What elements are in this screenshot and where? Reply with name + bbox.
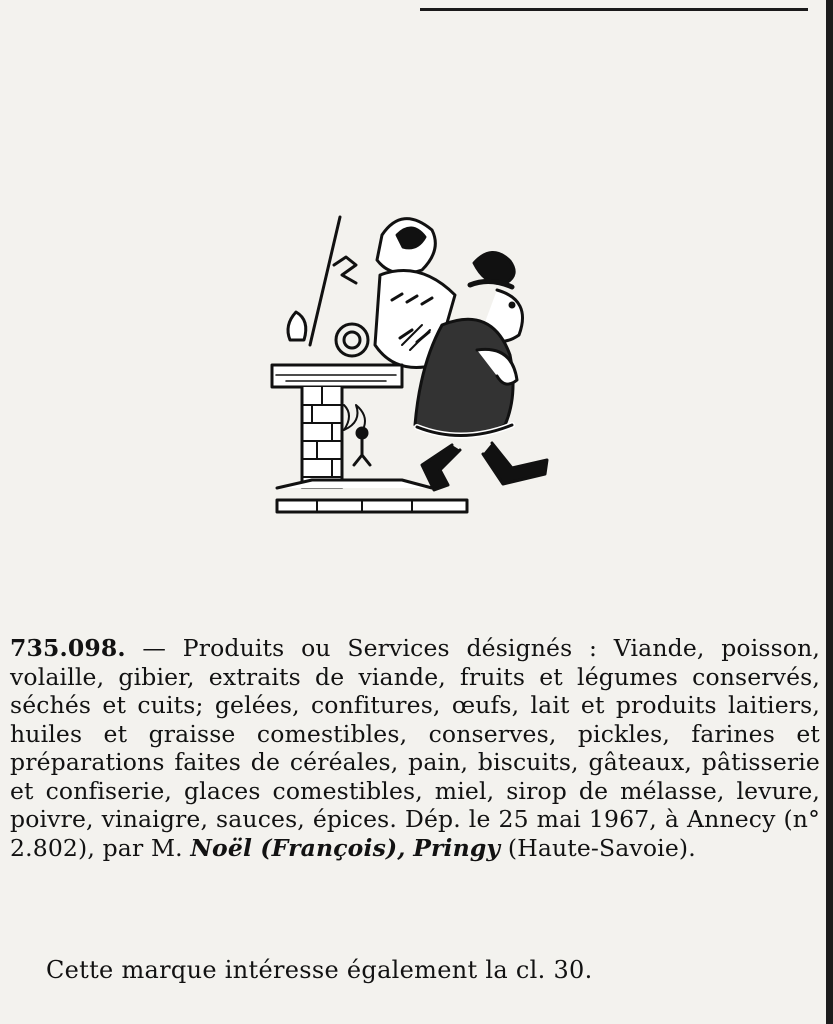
poker-rod: [310, 217, 340, 345]
round-sausage: [336, 324, 368, 356]
page-edge-shadow: [826, 0, 833, 1024]
mantel: [272, 365, 402, 387]
entry-dash: —: [142, 634, 167, 662]
fire: [344, 405, 365, 430]
vase: [288, 312, 306, 340]
santa-claus-illustration: [262, 205, 562, 525]
applicant-town: Pringy: [413, 833, 501, 862]
applicant-prefix: par M.: [102, 833, 183, 862]
santa-boot-right: [483, 443, 547, 484]
sausages: [334, 257, 356, 283]
top-rule: [420, 8, 808, 11]
class-note-text: Cette marque intéresse également la cl.: [46, 956, 546, 984]
class-number: 30.: [553, 956, 593, 984]
santa-boot-left: [422, 445, 460, 490]
applicant-region: (Haute-Savoie).: [507, 833, 696, 862]
class-note: [46, 955, 593, 985]
applicant-name: Noël (François),: [190, 833, 406, 862]
registration-number: 735.098.: [10, 634, 126, 662]
trademark-entry: [10, 634, 820, 862]
santa-hat: [474, 252, 514, 283]
goods-and-services: Produits ou Services désignés : Viande, poisson, volaille, gibier, extraits de viande, fruits et légumes conservés, séchés et cuits; gelées, confitures, œufs, lait et produits laitiers, huiles et graisse comestibles, conserves, pickles, farines et préparations faites de céréales, pain, biscuits, gâteaux, pâtisserie et confiserie, glaces comestibles, miel, sirop de mélasse, levure, poivre, vinaigre, sauces, épices. Dép. le 25 mai 1967, à Annecy (n° 2.802),: [10, 634, 820, 862]
